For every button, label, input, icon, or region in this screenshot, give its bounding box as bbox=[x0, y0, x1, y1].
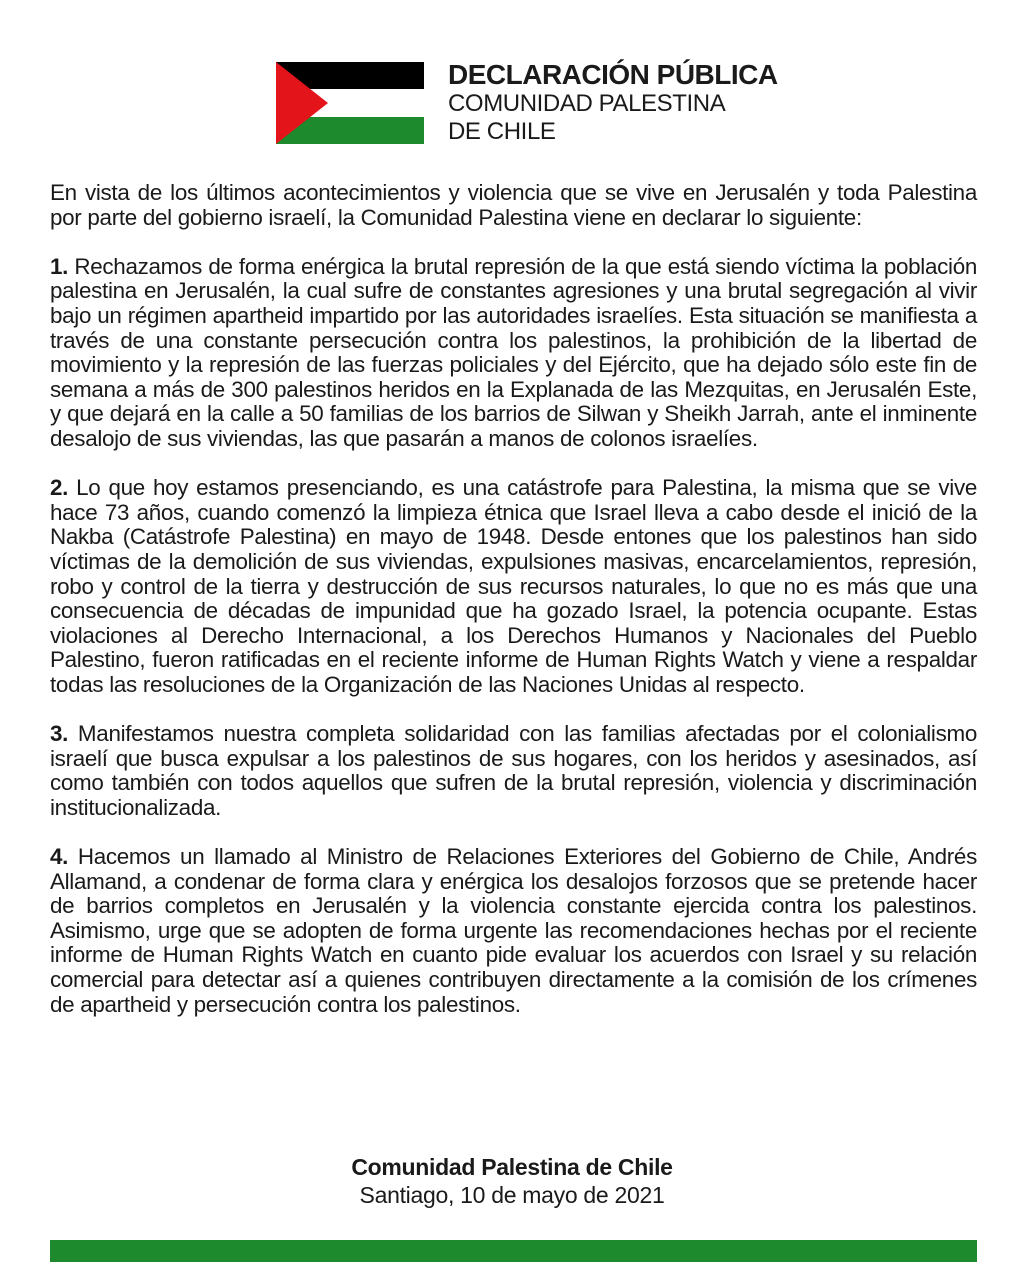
declaration-body bbox=[50, 181, 977, 1042]
point-number: 1. bbox=[50, 253, 69, 279]
organization-line-1: COMUNIDAD PALESTINA bbox=[448, 90, 726, 117]
signature-block bbox=[0, 1153, 1024, 1209]
palestine-flag-icon bbox=[276, 62, 424, 144]
footer-green-bar bbox=[50, 1240, 977, 1262]
signature-place-date: Santiago, 10 de mayo de 2021 bbox=[359, 1182, 665, 1208]
point-number: 3. bbox=[50, 721, 69, 747]
point-text: Rechazamos de forma enérgica la brutal represión de la que está siendo víctima la población palestina en Jerusalén, la cual sufre de constantes agresiones y una brutal segregación al vivir bajo un régimen apartheid impartido por las autoridades israelíes. Esta situación se manifiesta a través de una constante persecución contra los palestinos, la prohibición de la libertad de movimiento y la represión de las fuerzas policiales y del Ejército, que ha dejado sólo este fin de semana a más de 300 palestinos heridos en la Explanada de las Mezquitas, en Jerusalén Este, y que dejará en la calle a 50 familias de los barrios de Silwan y Sheikh Jarrah, ante el inminente desalojo de sus viviendas, las que pasarán a manos de colonos israelíes. bbox=[50, 253, 977, 451]
intro-paragraph: En vista de los últimos acontecimientos y violencia que se vive en Jerusalén y toda Palestina por parte del gobierno israelí, la Comunidad Palestina viene en declarar lo siguiente: bbox=[50, 180, 977, 230]
point-text: Hacemos un llamado al Ministro de Relaciones Exteriores del Gobierno de Chile, Andrés Allamand, a condenar de forma clara y enérgica los desalojos forzosos que se pretende hacer de barrios completos en Jerusalén y la violencia constante ejercida contra los palestinos. Asimismo, urge que se adopten de forma urgente las recomendaciones hechas por el reciente informe de Human Rights Watch en cuanto pide evaluar los acuerdos con Israel y su relación comercial para detectar así a quienes contribuyen directamente a la comisión de los crímenes de apartheid y persecución contra los palestinos. bbox=[50, 844, 977, 1017]
point-text: Lo que hoy estamos presenciando, es una catástrofe para Palestina, la misma que se vive hace 73 años, cuando comenzó la limpieza étnica que Israel lleva a cabo desde el inició de la Nakba (Catástrofe Palestina) en mayo de 1948. Desde entones que los palestinos han sido víctimas de la demolición de sus viviendas, expulsiones masivas, encarcelamientos, represión, robo y control de la tierra y destrucción de sus recursos naturales, lo que no es más que una consecuencia de décadas de impunidad que ha gozado Israel, la potencia ocupante. Estas violaciones al Derecho Internacional, a los Derechos Humanos y Nacionales del Pueblo Palestino, fueron ratificadas en el reciente informe de Human Rights Watch y viene a respaldar todas las resoluciones de la Organización de las Naciones Unidas al respecto. bbox=[50, 475, 977, 697]
point-1 bbox=[50, 255, 977, 452]
organization-line-2: DE CHILE bbox=[448, 118, 556, 145]
point-2 bbox=[50, 476, 977, 697]
signature-name: Comunidad Palestina de Chile bbox=[351, 1154, 673, 1180]
document-header bbox=[276, 59, 778, 146]
point-3 bbox=[50, 722, 977, 820]
point-number: 4. bbox=[50, 844, 69, 870]
flag-red-triangle bbox=[276, 62, 328, 144]
page-title: DECLARACIÓN PÚBLICA bbox=[448, 59, 778, 90]
header-titles bbox=[448, 60, 778, 146]
point-text: Manifestamos nuestra completa solidaridad con las familias afectadas por el colonialismo israelí que busca expulsar a los palestinos de sus hogares, con los heridos y asesinados, así como también con todos aquellos que sufren de la brutal represión, violencia y discriminación institucionalizada. bbox=[50, 721, 977, 820]
point-number: 2. bbox=[50, 475, 69, 501]
point-4 bbox=[50, 845, 977, 1017]
